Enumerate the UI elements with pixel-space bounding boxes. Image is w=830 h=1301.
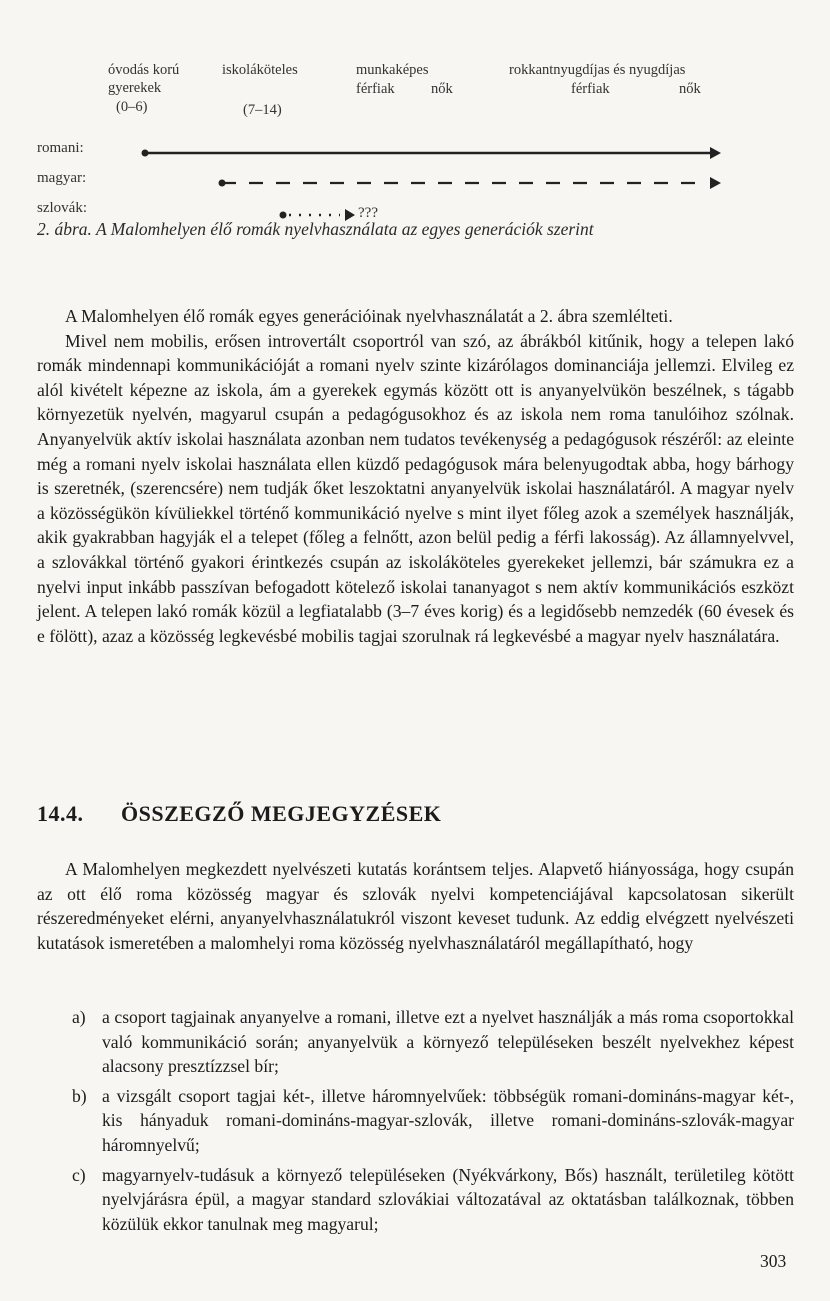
list-marker: b) (72, 1085, 87, 1106)
header-preschool-age: (0–6) (116, 99, 148, 115)
list-item-text: a vizsgált csoport tagjai két-, illetve háromnyelvűek: többségük romani-domináns-magyar két-, kis hányaduk romani-domináns-magyar-szlovák, illetve romani-domináns-szlovák-magyar háromnyelvű; (102, 1085, 794, 1155)
header-school-age: iskoláköteles (222, 62, 298, 78)
header-preschool: óvodás korú (108, 62, 180, 78)
header-pensioners-male: férfiak (571, 81, 610, 97)
header-preschool-line2: gyerekek (108, 80, 162, 96)
list-item-text: a csoport tagjainak anyanyelve a romani, illetve ezt a nyelvet használják a más roma csoportokkal való kommunikáció során; anyanyelvük a környező településeken beszélt nyelvekhez képest alacsony presztízzsel bír; (102, 1007, 794, 1077)
findings-list (37, 1005, 794, 1241)
list-item (37, 1084, 794, 1158)
row-label-szlovak: szlovák: (37, 200, 87, 216)
header-school-age-range: (7–14) (243, 102, 282, 118)
header-pensioners: rokkantnyugdíjas és nyugdíjas (509, 62, 686, 78)
body-text (37, 304, 794, 648)
paragraph-1: A Malomhelyen élő romák egyes generációinak nyelvhasználatát a 2. ábra szemlélteti. (65, 306, 673, 326)
section-number: 14.4. (37, 801, 84, 826)
list-item-text: magyarnyelv-tudásuk a környező településeken (Nyékvárkony, Bős) használt, területileg kötött nyelvjárásra épül, a magyar standard szlovákiai változatával az oktatásban találkoznak, többen közülük ekkor tanulnak meg magyarul; (102, 1164, 794, 1234)
language-use-figure (0, 0, 830, 260)
section-heading (37, 801, 441, 827)
szlovak-unknown-note: ??? (358, 205, 378, 221)
row-label-romani: romani: (37, 140, 84, 156)
figure-caption (37, 219, 797, 240)
paragraph-2: Mivel nem mobilis, erősen introvertált csoportról van szó, az ábrákból kitűnik, hogy a telepen lakó romák mindennapi kommunikációját a romani nyelv szinte kizárólagos dominanciája jellemzi. Elvileg ez alól kivételt képezne az iskola, ám a gyerekek egymás között ott is anyanyelvükön beszélnek, s tágabb környezetük nyelvén, magyarul csupán a pedagógusokhoz és az iskola nem roma tanulóihoz szólnak. Anyanyelvük aktív iskolai használata azonban nem tudatos tevékenység a pedagógusok részéről: az eleinte még a romani nyelv iskolai használata ellen küzdő pedagógusok mára belenyugodtak abba, hogy bárhogy is szeretnék, (szerencsére) nem tudják őket leszoktatni anyanyelvük iskolai használatáról. A magyar nyelv a közösségükön kívüliekkel történő kommunikáció nyelve s mint ilyet főleg azok a személyek használják, akik gyakrabban hagyják el a telepet (főleg a felnőtt, azon belül pedig a férfi lakosság). Az államnyelvvel, a szlovákkal történő gyakori érintkezés csupán az iskoláköteles gyerekeket jellemzi, bár számukra ez a nyelvi input inkább passzívan befogadott kötelező iskolai tananyagot s nem aktív kommunikációs eszközt jelent. A telepen lakó romák közül a legfiatalabb (3–7 éves korig) és a legidősebb nemzedék (60 évesek és e fölött), azaz a közösség legkevésbé mobilis tagjai szorulnak rá legkevésbé a magyar nyelv használatára. (37, 330, 794, 646)
section-body (37, 857, 794, 955)
list-item (37, 1163, 794, 1237)
caption-text: A Malomhelyen élő romák nyelvhasználata az egyes generációk szerint (91, 219, 594, 239)
section-title: ÖSSZEGZŐ MEGJEGYZÉSEK (121, 801, 442, 826)
magyar-line (219, 177, 722, 189)
list-marker: c) (72, 1164, 86, 1185)
row-label-magyar: magyar: (37, 170, 87, 186)
section-paragraph-1: A Malomhelyen megkezdett nyelvészeti kutatás korántsem teljes. Alapvető hiányossága, hogy csupán az ott élő roma közösség magyar és szlovák nyelvi kompetenciájával kapcsolatosan sikerült részeredményeket elérni, anyanyelvhasználatukról viszont keveset tudunk. Az eddig elvégzett nyelvészeti kutatások ismeretében a malomhelyi roma közösség nyelvhasználatáról megállapítható, hogy (37, 859, 794, 953)
header-working-male: férfiak (356, 81, 395, 97)
header-working-age: munkaképes (356, 62, 429, 78)
header-working-female: nők (431, 81, 453, 97)
list-item (37, 1005, 794, 1079)
list-marker: a) (72, 1007, 86, 1027)
header-pensioners-female: nők (679, 81, 701, 97)
caption-number: 2. ábra. (37, 219, 92, 239)
page-number: 303 (760, 1251, 787, 1271)
romani-line (142, 147, 722, 159)
